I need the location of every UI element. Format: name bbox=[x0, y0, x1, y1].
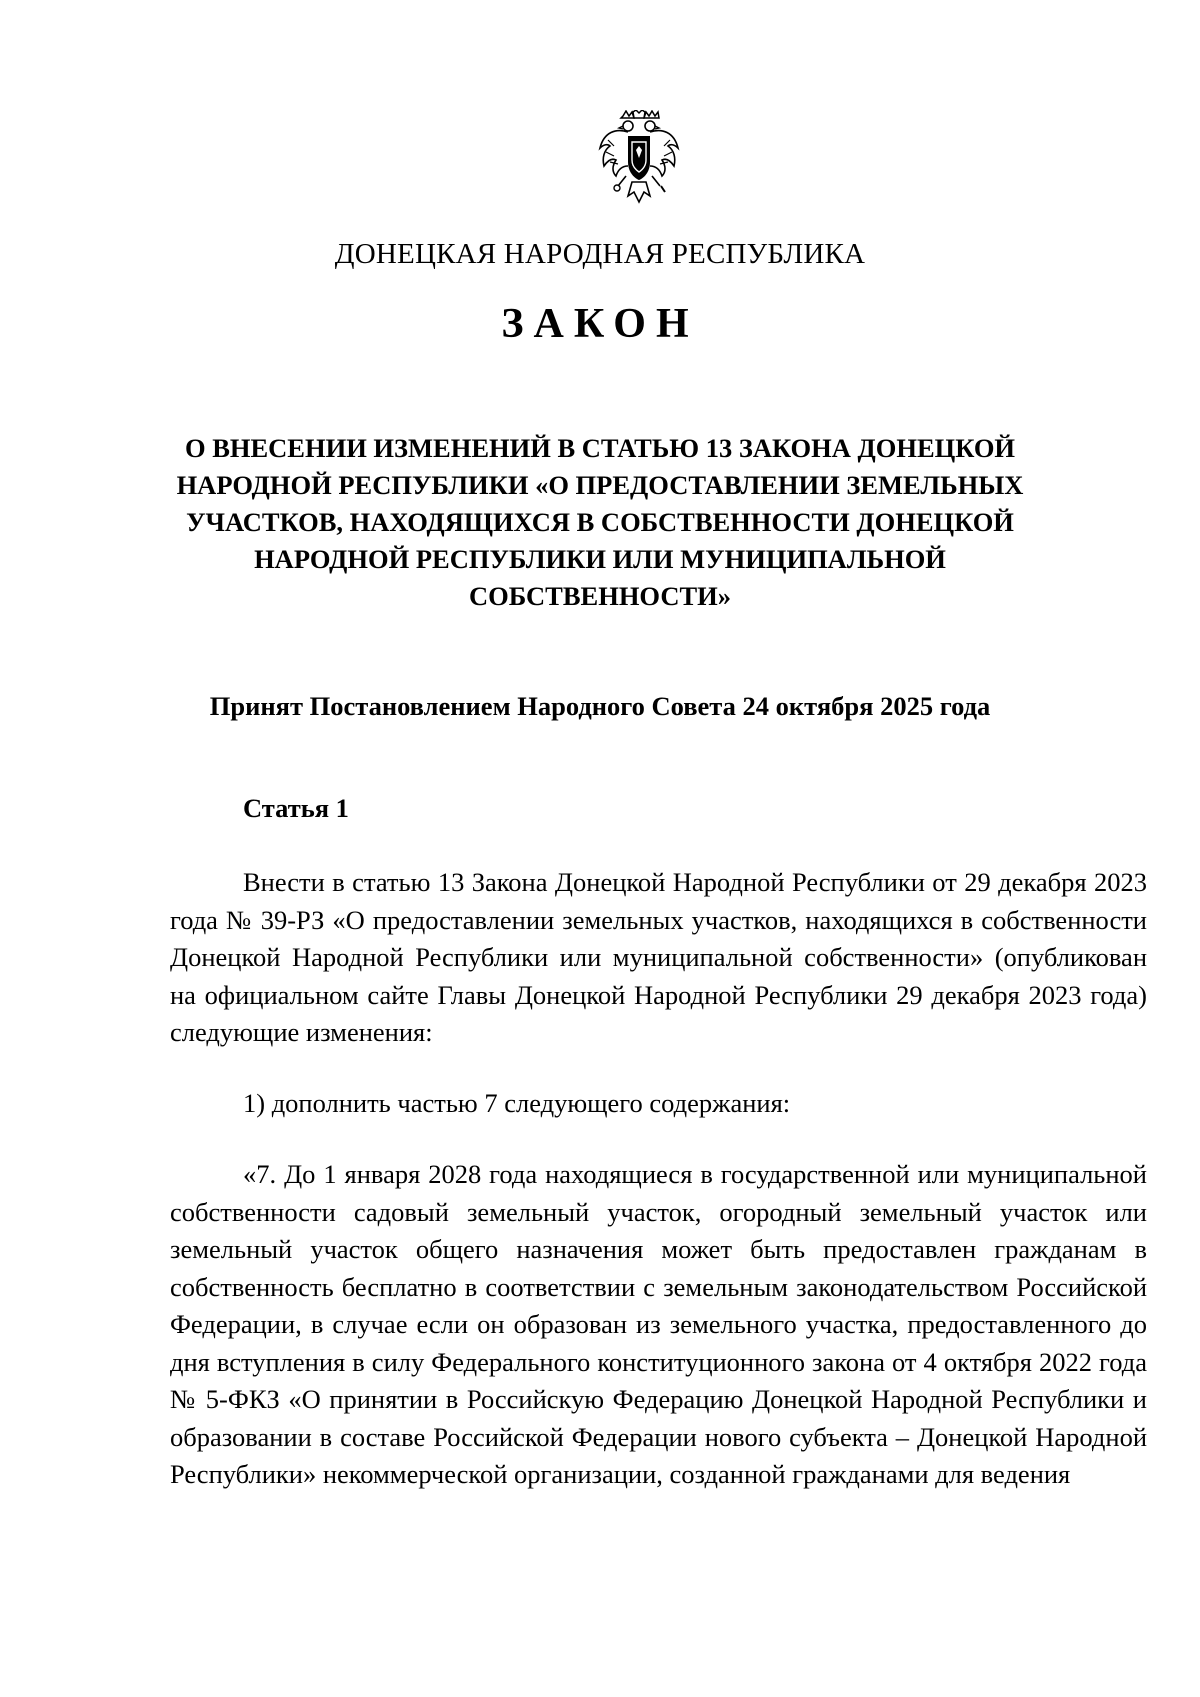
dpr-coat-of-arms-icon bbox=[598, 110, 680, 210]
adoption-line: Принят Постановлением Народного Совета 24 октября 2025 года bbox=[209, 691, 991, 721]
article-paragraph-3: «7. До 1 января 2028 года находящиеся в государственной или муниципальной собственности садовый земельный участок, огородный земельный участок или земельный участок общего назначения может быть предоставлен гражданам в собственность бесплатно в соответствии с земельным законодательством Российской Федерации, в случае если он образован из земельного участка, предоставленного до дня вступления в силу Федерального конституционного закона от 4 октября 2022 года № 5-ФКЗ «О принятии в Российскую Федерацию Донецкой Народной Республики и образовании в составе Российской Федерации нового субъекта – Донецкой Народной Республики» некоммерческой организации, созданной гражданами для ведения bbox=[170, 1159, 1147, 1489]
article-paragraph-2: 1) дополнить частью 7 следующего содержания: bbox=[243, 1088, 791, 1118]
republic-name: ДОНЕЦКАЯ НАРОДНАЯ РЕСПУБЛИКА bbox=[334, 238, 866, 270]
document-type-heading: ЗАКОН bbox=[501, 301, 699, 347]
law-title: О ВНЕСЕНИИ ИЗМЕНЕНИЙ В СТАТЬЮ 13 ЗАКОНА ДОНЕЦКОЙ НАРОДНОЙ РЕСПУБЛИКИ «О ПРЕДОСТАВЛЕНИИ ЗЕМЕЛЬНЫХ УЧАСТКОВ, НАХОДЯЩИХСЯ В СОБСТВЕННОСТИ ДОНЕЦКОЙ НАРОДНОЙ РЕСПУБЛИКИ ИЛИ МУНИЦИПАЛЬНОЙ СОБСТВЕННОСТИ» bbox=[176, 433, 1024, 611]
article-heading: Статья 1 bbox=[243, 793, 349, 823]
article-paragraph-1: Внести в статью 13 Закона Донецкой Народной Республики от 29 декабря 2023 года № 39-РЗ «О предоставлении земельных участков, находящихся в собственности Донецкой Народной Республики или муниципальной собственности» (опубликован на официальном сайте Главы Донецкой Народной Республики 29 декабря 2023 года) следующие изменения: bbox=[170, 867, 1147, 1047]
